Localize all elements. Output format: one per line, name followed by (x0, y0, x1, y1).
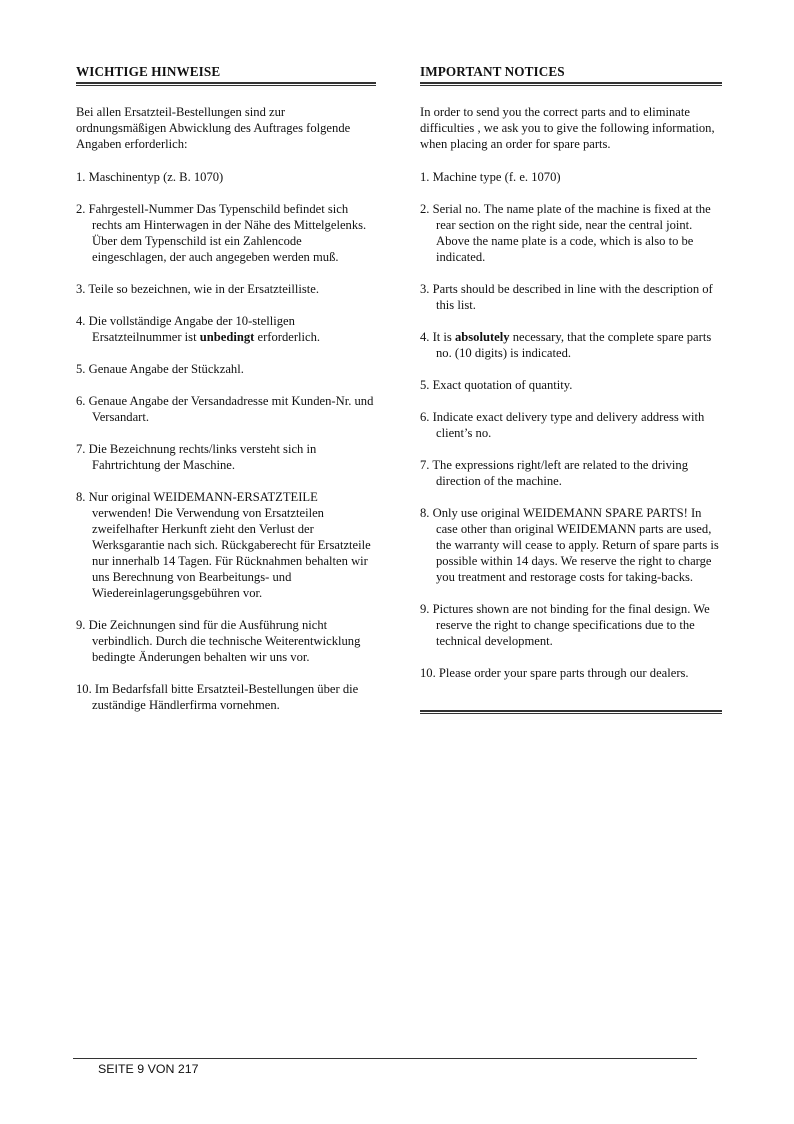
german-intro: Bei allen Ersatzteil-Bestellungen sind zur ordnungsmäßigen Abwicklung des Auftrages folgende Angaben erforderlich: (76, 105, 351, 151)
english-column (420, 64, 722, 681)
german-notice-list (76, 169, 376, 713)
list-item: 7. Die Bezeichnung rechts/links versteht sich in Fahrtrichtung der Maschine. (76, 442, 317, 472)
list-item (76, 313, 376, 345)
list-item: 6. Genaue Angabe der Versandadresse mit Kunden-Nr. und Versandart. (76, 394, 374, 424)
list-item: 3. Teile so bezeichnen, wie in der Ersatzteilliste. (76, 282, 319, 296)
list-item: 1. Maschinentyp (z. B. 1070) (76, 170, 224, 184)
emphasis: unbedingt (199, 330, 255, 344)
list-item: 9. Pictures shown are not binding for the final design. We reserve the right to change specifications due to the technical development. (420, 602, 710, 648)
emphasis: absolutely (454, 330, 510, 344)
list-item: 5. Exact quotation of quantity. (420, 378, 573, 392)
list-item: 1. Machine type (f. e. 1070) (420, 170, 561, 184)
section-end-rule (420, 710, 722, 714)
list-item: 8. Only use original WEIDEMANN SPARE PARTS! In case other than original WEIDEMANN parts are used, the warranty will cease to apply. Return of spare parts is possible within 14 days. We reserve the right to charge you treatment and restorage costs for taking-backs. (420, 506, 719, 584)
item-text: 4. It is (420, 330, 455, 344)
heading-rule (76, 82, 376, 86)
list-item: 6. Indicate exact delivery type and delivery address with client’s no. (420, 410, 705, 440)
list-item: 5. Genaue Angabe der Stückzahl. (76, 362, 244, 376)
list-item: 2. Fahrgestell-Nummer Das Typenschild befindet sich rechts am Hinterwagen in der Nähe des Mittelgelenks. Über dem Typenschild ist ein Zahlencode eingeschlagen, der auch angegeben werden muß. (76, 202, 367, 264)
german-column (76, 64, 376, 713)
item-text: erforderlich. (254, 330, 321, 344)
list-item: 10. Im Bedarfsfall bitte Ersatzteil-Bestellungen über die zuständige Händlerfirma vornehmen. (76, 682, 359, 712)
list-item: 2. Serial no. The name plate of the machine is fixed at the rear section on the right side, near the central joint. Above the name plate is a code, which is also to be indicated. (420, 202, 711, 264)
item-text: 4. Die vollständige Angabe der 10-stelligen Ersatzteilnummer ist (76, 314, 295, 344)
list-item: 10. Please order your spare parts through our dealers. (420, 666, 689, 680)
item-text: necessary, that the complete spare parts no. (10 digits) is indicated. (436, 330, 712, 360)
list-item: 3. Parts should be described in line with the description of this list. (420, 282, 713, 312)
list-item: 9. Die Zeichnungen sind für die Ausführung nicht verbindlich. Durch die technische Weiterentwicklung bedingte Änderungen behalten wir uns vor. (76, 618, 361, 664)
heading-rule (420, 82, 722, 86)
footer-rule (73, 1058, 697, 1059)
list-item: 7. The expressions right/left are related to the driving direction of the machine. (420, 458, 689, 488)
list-item (420, 329, 722, 361)
page-number: SEITE 9 VON 217 (98, 1062, 199, 1076)
german-heading: WICHTIGE HINWEISE (76, 64, 221, 79)
english-intro: In order to send you the correct parts and to eliminate difficulties , we ask you to give the following information, when placing an order for spare parts. (420, 105, 715, 151)
english-notice-list (420, 169, 722, 681)
english-heading: IMPORTANT NOTICES (420, 64, 565, 79)
list-item: 8. Nur original WEIDEMANN-ERSATZTEILE verwenden! Die Verwendung von Ersatzteilen zweifelhafter Herkunft zieht den Verlust der Werksgarantie nach sich. Rückgaberecht für Ersatzteile nur innerhalb 14 Tagen. Für Rücknahmen behalten wir uns Berechnung von Bearbeitungs- und Wiedereinlagerungsgebühren vor. (76, 490, 371, 600)
